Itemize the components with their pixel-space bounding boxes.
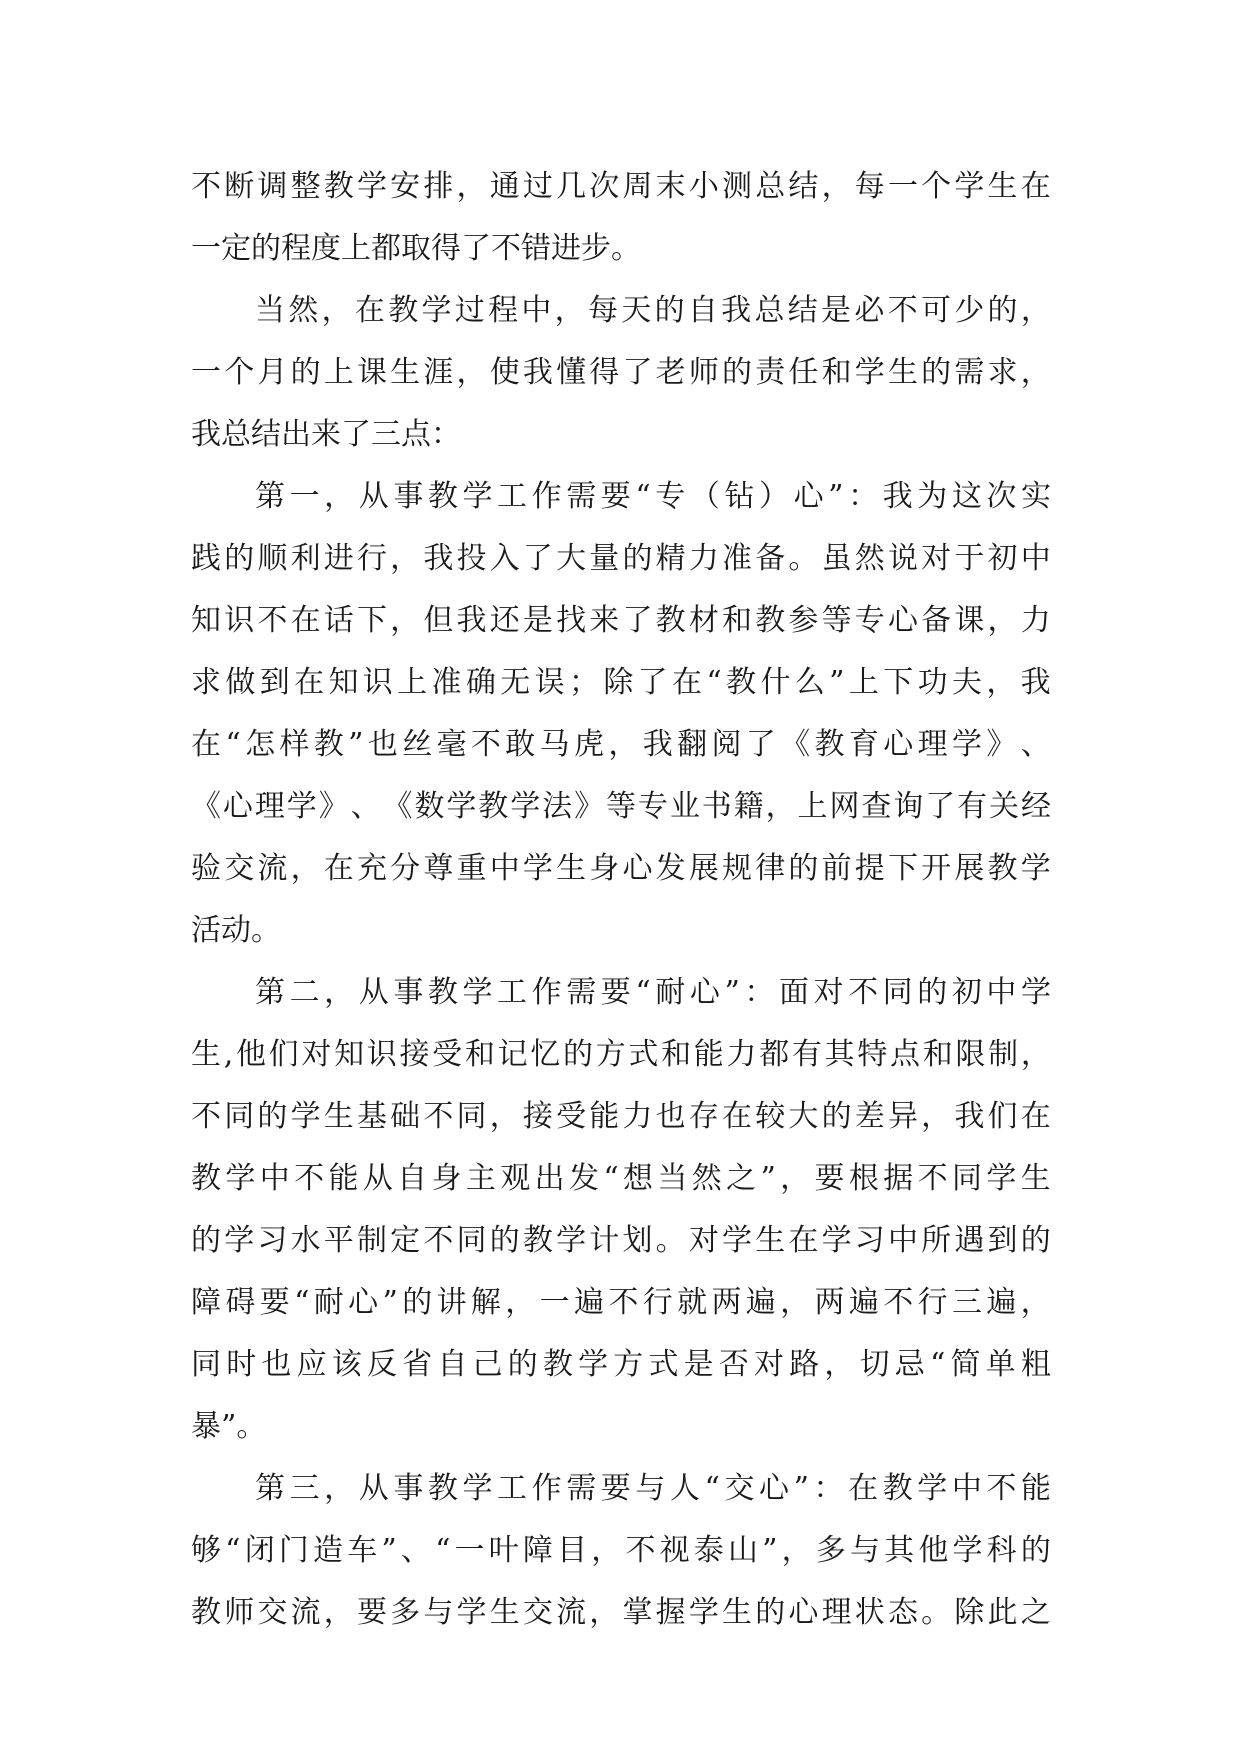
- paragraph-start-line: 第 三 ， 从 事 教 学 工 作 需 要 与 人 “ 交 心 ” ： 在 教 学 中 不 能: [255, 1471, 1051, 1506]
- text-line: 同 时 也 应 该 反 省 自 己 的 教 学 方 式 是 否 对 路 ， 切 忌 “ 简 单 粗: [191, 1347, 1051, 1382]
- text-line: 我总结出来了三点：: [191, 417, 461, 452]
- text-line: 践 的 顺 利 进 行 ， 我 投 入 了 大 量 的 精 力 准 备 。 虽 然 说 对 于 初 中: [191, 541, 1051, 576]
- text-line: 在 “ 怎 样 教 ” 也 丝 毫 不 敢 马 虎 ， 我 翻 阅 了 《 教 育 心 理 学 》 、: [191, 727, 1051, 762]
- text-line: 验 交 流 ， 在 充 分 尊 重 中 学 生 身 心 发 展 规 律 的 前 提 下 开 展 教 学: [191, 851, 1051, 886]
- text-line: 知 识 不 在 话 下 ， 但 我 还 是 找 来 了 教 材 和 教 参 等 专 心 备 课 ， 力: [191, 603, 1051, 638]
- body-text: [191, 156, 1051, 1644]
- text-line: 《 心 理 学 》 、 《 数 学 教 学 法 》 等 专 业 书 籍 ， 上 网 查 询 了 有 关 经: [191, 789, 1051, 824]
- text-line: 一定的程度上都取得了不错进步。: [191, 231, 641, 266]
- paragraph-start-line: 当 然 ， 在 教 学 过 程 中 ， 每 天 的 自 我 总 结 是 必 不 可 少 的 ，: [255, 293, 1051, 328]
- text-line: 的 学 习 水 平 制 定 不 同 的 教 学 计 划 。 对 学 生 在 学 习 中 所 遇 到 的: [191, 1223, 1051, 1258]
- paragraph-start-line: 第 一 ， 从 事 教 学 工 作 需 要 “ 专 （ 钻 ） 心 ” ： 我 为 这 次 实: [255, 479, 1051, 514]
- text-line: 教 师 交 流 ， 要 多 与 学 生 交 流 ， 掌 握 学 生 的 心 理 状 态 。 除 此 之: [191, 1595, 1051, 1630]
- text-line: 一 个 月 的 上 课 生 涯 ， 使 我 懂 得 了 老 师 的 责 任 和 学 生 的 需 求 ，: [191, 355, 1051, 390]
- text-line: 障 碍 要 “ 耐 心 ” 的 讲 解 ， 一 遍 不 行 就 两 遍 ， 两 遍 不 行 三 遍 ，: [191, 1285, 1051, 1320]
- text-line: 不 同 的 学 生 基 础 不 同 ， 接 受 能 力 也 存 在 较 大 的 差 异 ， 我 们 在: [191, 1099, 1051, 1134]
- text-line: 暴”。: [191, 1409, 267, 1444]
- text-line: 够 “ 闭 门 造 车 ” 、 “ 一 叶 障 目 ， 不 视 泰 山 ” ， 多 与 其 他 学 科 的: [191, 1533, 1051, 1568]
- text-line: 求 做 到 在 知 识 上 准 确 无 误 ； 除 了 在 “ 教 什 么 ” 上 下 功 夫 ， 我: [191, 665, 1051, 700]
- paragraph-start-line: 第 二 ， 从 事 教 学 工 作 需 要 “ 耐 心 ” ： 面 对 不 同 的 初 中 学: [255, 975, 1051, 1010]
- text-line: 不 断 调 整 教 学 安 排 ， 通 过 几 次 周 末 小 测 总 结 ， 每 一 个 学 生 在: [191, 169, 1051, 204]
- text-line: 教 学 中 不 能 从 自 身 主 观 出 发 “ 想 当 然 之 ” ， 要 根 据 不 同 学 生: [191, 1161, 1051, 1196]
- text-line: 活动。: [191, 913, 281, 948]
- text-line: 生 , 他 们 对 知 识 接 受 和 记 忆 的 方 式 和 能 力 都 有 其 特 点 和 限 制 ，: [191, 1037, 1051, 1072]
